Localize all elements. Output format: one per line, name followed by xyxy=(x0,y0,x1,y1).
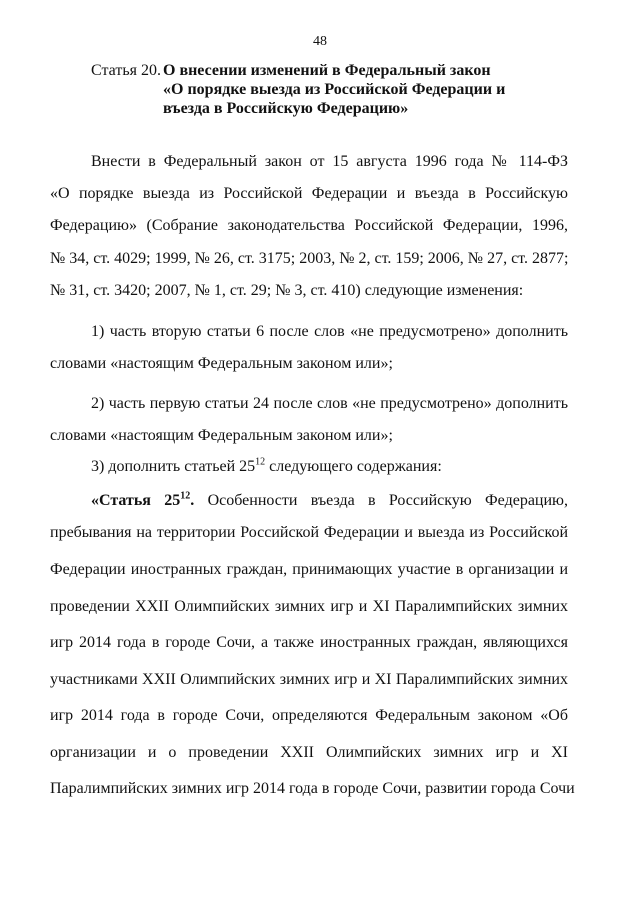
paragraph-line: игр 2014 года в городе Сочи, определяются Федеральным законом «Об xyxy=(50,707,568,724)
list-item-line: 1) часть вторую статьи 6 после слов «не предусмотрено» дополнить xyxy=(91,323,568,340)
paragraph-line: участниками XXII Олимпийских зимних игр и XI Паралимпийских зимних xyxy=(50,671,568,688)
paragraph-line: Паралимпийских зимних игр 2014 года в городе Сочи, развитии города Сочи xyxy=(50,780,575,797)
article-number-dot: . xyxy=(190,492,195,509)
paragraph-line: «О порядке выезда из Российской Федерации и въезда в Российскую xyxy=(50,185,568,202)
paragraph-line: № 34, ст. 4029; 1999, № 26, ст. 3175; 2003, № 2, ст. 159; 2006, № 27, ст. 2877; xyxy=(50,250,569,267)
article-title-line: О внесении изменений в Федеральный закон xyxy=(163,62,491,79)
list-item-line xyxy=(91,457,568,477)
paragraph-line: № 31, ст. 3420; 2007, № 1, ст. 29; № 3, ст. 410) следующие изменения: xyxy=(50,282,524,299)
paragraph-line: пребывания на территории Российской Федерации и выезда из Российской xyxy=(50,524,568,541)
paragraph-line: Федерацию» (Собрание законодательства Российской Федерации, 1996, xyxy=(50,217,568,234)
article-header xyxy=(91,61,571,118)
list-item-line: словами «настоящим Федеральным законом или»; xyxy=(50,427,393,444)
article-heading-text: Особенности въезда в Российскую Федерацию, xyxy=(194,492,568,509)
article-title xyxy=(163,61,563,118)
superscript: 12 xyxy=(255,456,266,468)
paragraph-line: Внести в Федеральный закон от 15 августа 1996 года № 114-ФЗ xyxy=(91,153,568,170)
list-item-text: следующего содержания: xyxy=(265,458,442,475)
list-item-text: 3) дополнить статьей 25 xyxy=(91,458,256,475)
article-number: «Статья 25 xyxy=(91,492,181,509)
paragraph-line: игр 2014 года в городе Сочи, а также иностранных граждан, являющихся xyxy=(50,634,568,651)
list-item-line: 2) часть первую статьи 24 после слов «не предусмотрено» дополнить xyxy=(91,395,568,412)
page-number: 48 xyxy=(313,34,327,49)
article-title-line: «О порядке выезда из Российской Федерации и xyxy=(163,81,506,98)
paragraph-line: Федерации иностранных граждан, принимающих участие в организации и xyxy=(50,561,568,578)
list-item-line: словами «настоящим Федеральным законом или»; xyxy=(50,355,393,372)
paragraph-line: проведении XXII Олимпийских зимних игр и XI Паралимпийских зимних xyxy=(50,598,568,615)
article-title-line: въезда в Российскую Федерацию» xyxy=(163,100,409,117)
article-heading-line xyxy=(91,491,568,511)
paragraph-line: организации и о проведении XXII Олимпийских зимних игр и XI xyxy=(50,744,568,761)
superscript: 12 xyxy=(180,490,191,502)
article-label: Статья 20. xyxy=(91,62,161,79)
